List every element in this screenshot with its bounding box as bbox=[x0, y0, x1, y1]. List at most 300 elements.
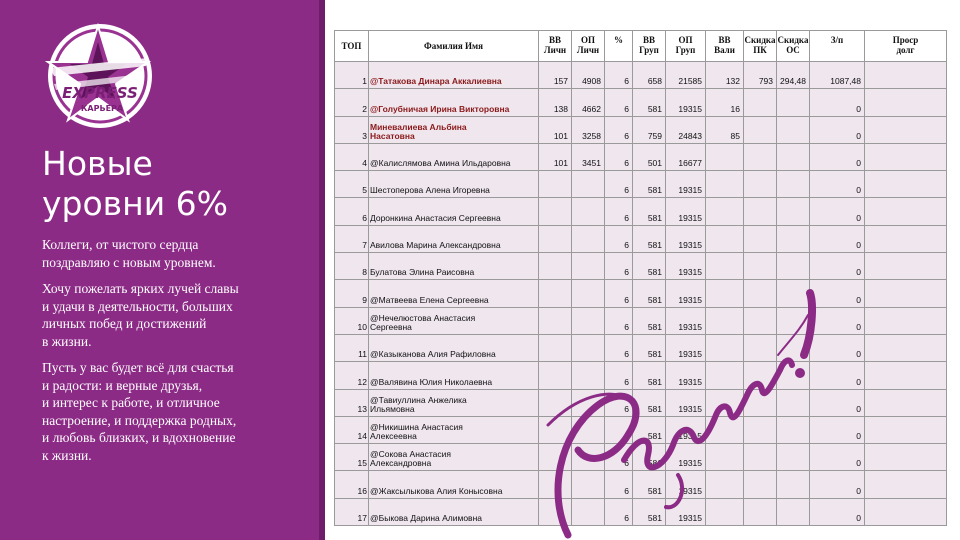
cell-vv-grup: 581 bbox=[633, 334, 666, 361]
cell-vv-grup: 581 bbox=[633, 362, 666, 389]
cell-skidka-os bbox=[777, 498, 810, 525]
cell-prosr bbox=[865, 498, 947, 525]
cell-vv-lich bbox=[539, 389, 572, 416]
cell-zp: 0 bbox=[810, 334, 865, 361]
header-line: ВВ bbox=[642, 35, 655, 45]
cell-vv-lich bbox=[539, 416, 572, 443]
message-line: и удачи в деятельности, больших bbox=[42, 298, 233, 314]
cell-vv-lich bbox=[539, 171, 572, 198]
cell-vv-lich: 138 bbox=[539, 89, 572, 116]
cell-vv-lich bbox=[539, 471, 572, 498]
cell-prosr bbox=[865, 143, 947, 170]
cell-pct: 6 bbox=[605, 116, 633, 143]
cell-name bbox=[369, 307, 539, 334]
cell-vv-grup: 581 bbox=[633, 389, 666, 416]
cell-name-line: @Нечелюстова Анастасия bbox=[370, 312, 476, 323]
cell-pct: 6 bbox=[605, 171, 633, 198]
message-line: Пусть у вас будет всё для счастья bbox=[42, 360, 234, 375]
cell-skidka-os bbox=[777, 389, 810, 416]
cell-prosr bbox=[865, 307, 947, 334]
cell-pct: 6 bbox=[605, 307, 633, 334]
message-paragraph-1 bbox=[42, 236, 312, 271]
message-line: Коллеги, от чистого сердца bbox=[42, 237, 199, 252]
cell-prosr bbox=[865, 62, 947, 89]
table-row bbox=[335, 444, 947, 471]
cell-op-lich bbox=[572, 253, 605, 280]
header-line: ВВ bbox=[548, 35, 561, 45]
cell-vv-grup: 581 bbox=[633, 416, 666, 443]
cell-skidka-os bbox=[777, 171, 810, 198]
table-row bbox=[335, 62, 947, 89]
col-header-vv-vali bbox=[706, 31, 744, 62]
cell-name-line: @Калислямова Амина Ильдаровна bbox=[370, 158, 511, 169]
cell-zp: 1087,48 bbox=[810, 62, 865, 89]
cell-top: 2 bbox=[335, 89, 369, 116]
message-paragraph-3 bbox=[42, 359, 312, 464]
cell-name-line: Шестоперова Алена Игоревна bbox=[370, 185, 490, 196]
cell-name-line: @Голубничая Ирина Викторовна bbox=[370, 103, 510, 114]
cell-skidka-os bbox=[777, 362, 810, 389]
table-row bbox=[335, 362, 947, 389]
cell-name-line: @Валявина Юлия Николаевна bbox=[370, 376, 493, 387]
cell-pct: 6 bbox=[605, 253, 633, 280]
header-line: ВВ bbox=[718, 35, 731, 45]
cell-name-line: Доронкина Анастасия Сергеевна bbox=[370, 212, 501, 223]
cell-name-line: @Татакова Динара Аккалиевна bbox=[370, 76, 502, 87]
cell-op-grup: 19315 bbox=[666, 253, 706, 280]
table-row bbox=[335, 253, 947, 280]
cell-name bbox=[369, 498, 539, 525]
cell-vv-lich bbox=[539, 444, 572, 471]
cell-skidka-pk bbox=[744, 116, 777, 143]
cell-op-grup: 16677 bbox=[666, 143, 706, 170]
cell-skidka-pk bbox=[744, 198, 777, 225]
table-header bbox=[335, 31, 947, 62]
cell-top: 17 bbox=[335, 498, 369, 525]
cell-name bbox=[369, 253, 539, 280]
cell-skidka-pk bbox=[744, 471, 777, 498]
cell-top: 14 bbox=[335, 416, 369, 443]
cell-op-grup: 19315 bbox=[666, 362, 706, 389]
table-row bbox=[335, 471, 947, 498]
cell-op-grup: 19315 bbox=[666, 444, 706, 471]
table-row bbox=[335, 498, 947, 525]
cell-prosr bbox=[865, 253, 947, 280]
cell-name bbox=[369, 171, 539, 198]
cell-op-lich bbox=[572, 334, 605, 361]
cell-op-lich: 4908 bbox=[572, 62, 605, 89]
cell-zp: 0 bbox=[810, 198, 865, 225]
cell-skidka-os bbox=[777, 334, 810, 361]
cell-top: 16 bbox=[335, 471, 369, 498]
cell-name bbox=[369, 334, 539, 361]
cell-pct: 6 bbox=[605, 198, 633, 225]
cell-name-line: Сергеевна bbox=[370, 321, 412, 332]
cell-zp: 0 bbox=[810, 89, 865, 116]
cell-op-grup: 19315 bbox=[666, 171, 706, 198]
cell-op-lich: 4662 bbox=[572, 89, 605, 116]
col-header-top: ТОП bbox=[335, 31, 369, 62]
cell-op-grup: 21585 bbox=[666, 62, 706, 89]
cell-vv-lich bbox=[539, 225, 572, 252]
levels-table-container bbox=[334, 30, 946, 540]
col-header-pct: % bbox=[605, 31, 633, 62]
cell-top: 15 bbox=[335, 444, 369, 471]
cell-prosr bbox=[865, 444, 947, 471]
cell-vv-vali: 16 bbox=[706, 89, 744, 116]
cell-vv-grup: 581 bbox=[633, 498, 666, 525]
message-line: поздравляю с новым уровнем. bbox=[42, 254, 216, 270]
col-header-vv-grup bbox=[633, 31, 666, 62]
header-line: долг bbox=[896, 45, 915, 55]
cell-top: 1 bbox=[335, 62, 369, 89]
cell-top: 13 bbox=[335, 389, 369, 416]
cell-op-grup: 19315 bbox=[666, 89, 706, 116]
cell-prosr bbox=[865, 362, 947, 389]
header-line: Проср bbox=[892, 35, 919, 45]
message-line: и радости: и верные друзья, bbox=[42, 377, 203, 393]
col-header-skidka-os bbox=[777, 31, 810, 62]
cell-prosr bbox=[865, 471, 947, 498]
table-row bbox=[335, 280, 947, 307]
cell-name bbox=[369, 444, 539, 471]
cell-vv-grup: 581 bbox=[633, 253, 666, 280]
message-line: и любовь близких, и вдохновение bbox=[42, 430, 236, 445]
col-header-zp: З/п bbox=[810, 31, 865, 62]
table-row bbox=[335, 307, 947, 334]
cell-skidka-pk bbox=[744, 416, 777, 443]
cell-prosr bbox=[865, 116, 947, 143]
cell-pct: 6 bbox=[605, 498, 633, 525]
cell-skidka-os bbox=[777, 225, 810, 252]
cell-op-lich bbox=[572, 444, 605, 471]
cell-pct: 6 bbox=[605, 444, 633, 471]
cell-zp: 0 bbox=[810, 280, 865, 307]
cell-zp: 0 bbox=[810, 498, 865, 525]
cell-op-grup: 19315 bbox=[666, 198, 706, 225]
cell-op-lich bbox=[572, 471, 605, 498]
cell-skidka-os bbox=[777, 307, 810, 334]
cell-vv-lich bbox=[539, 498, 572, 525]
title-line-2: уровни 6% bbox=[42, 184, 228, 223]
cell-vv-vali bbox=[706, 416, 744, 443]
cell-op-lich bbox=[572, 416, 605, 443]
header-line: ОП bbox=[580, 35, 595, 45]
express-logo bbox=[30, 18, 170, 130]
cell-skidka-os bbox=[777, 116, 810, 143]
cell-name bbox=[369, 225, 539, 252]
cell-top: 4 bbox=[335, 143, 369, 170]
cell-name bbox=[369, 416, 539, 443]
cell-op-grup: 19315 bbox=[666, 389, 706, 416]
cell-top: 5 bbox=[335, 171, 369, 198]
cell-name-line: @Казыканова Алия Рафиловна bbox=[370, 349, 496, 360]
cell-vv-vali bbox=[706, 253, 744, 280]
cell-vv-vali bbox=[706, 307, 744, 334]
cell-skidka-pk bbox=[744, 143, 777, 170]
cell-op-lich bbox=[572, 171, 605, 198]
cell-vv-lich bbox=[539, 253, 572, 280]
cell-name-line: Булатова Элина Раисовна bbox=[370, 267, 475, 278]
cell-skidka-pk bbox=[744, 444, 777, 471]
cell-vv-grup: 581 bbox=[633, 225, 666, 252]
cell-op-lich: 3451 bbox=[572, 143, 605, 170]
message-paragraph-2 bbox=[42, 280, 312, 350]
cell-pct: 6 bbox=[605, 334, 633, 361]
cell-vv-lich bbox=[539, 362, 572, 389]
cell-op-lich: 3258 bbox=[572, 116, 605, 143]
cell-pct: 6 bbox=[605, 62, 633, 89]
table-body bbox=[335, 62, 947, 526]
col-header-skidka-pk bbox=[744, 31, 777, 62]
cell-top: 9 bbox=[335, 280, 369, 307]
cell-skidka-pk bbox=[744, 225, 777, 252]
cell-name-line: Авилова Марина Александровна bbox=[370, 240, 501, 251]
cell-skidka-pk bbox=[744, 280, 777, 307]
page-title bbox=[42, 144, 302, 224]
message-line: личных побед и достижений bbox=[42, 316, 207, 331]
cell-vv-vali bbox=[706, 198, 744, 225]
cell-pct: 6 bbox=[605, 416, 633, 443]
header-line: ПК bbox=[753, 45, 767, 55]
header-line: Груп bbox=[675, 45, 696, 55]
cell-prosr bbox=[865, 334, 947, 361]
cell-skidka-pk bbox=[744, 389, 777, 416]
cell-vv-lich: 157 bbox=[539, 62, 572, 89]
cell-top: 7 bbox=[335, 225, 369, 252]
cell-vv-vali bbox=[706, 389, 744, 416]
cell-pct: 6 bbox=[605, 143, 633, 170]
cell-skidka-os bbox=[777, 444, 810, 471]
cell-skidka-os bbox=[777, 143, 810, 170]
cell-name bbox=[369, 116, 539, 143]
cell-vv-grup: 581 bbox=[633, 307, 666, 334]
cell-vv-vali bbox=[706, 444, 744, 471]
cell-op-grup: 19315 bbox=[666, 225, 706, 252]
cell-skidka-pk: 793 bbox=[744, 62, 777, 89]
cell-skidka-os bbox=[777, 471, 810, 498]
message-line: и интерес к работе, и отличное bbox=[42, 395, 220, 410]
cell-pct: 6 bbox=[605, 389, 633, 416]
levels-table bbox=[334, 30, 947, 526]
cell-vv-vali bbox=[706, 280, 744, 307]
cell-vv-vali bbox=[706, 471, 744, 498]
cell-name-line: @Никишина Анастасия bbox=[370, 422, 463, 433]
cell-vv-grup: 581 bbox=[633, 171, 666, 198]
cell-vv-grup: 759 bbox=[633, 116, 666, 143]
cell-vv-vali bbox=[706, 362, 744, 389]
cell-op-grup: 19315 bbox=[666, 471, 706, 498]
table-row bbox=[335, 116, 947, 143]
col-header-name: Фамилия Имя bbox=[369, 31, 539, 62]
cell-top: 10 bbox=[335, 307, 369, 334]
cell-zp: 0 bbox=[810, 116, 865, 143]
cell-zp: 0 bbox=[810, 389, 865, 416]
col-header-op-lich bbox=[572, 31, 605, 62]
cell-vv-grup: 581 bbox=[633, 471, 666, 498]
header-line: Скидка bbox=[744, 35, 776, 45]
table-row bbox=[335, 225, 947, 252]
cell-zp: 0 bbox=[810, 416, 865, 443]
cell-op-grup: 24843 bbox=[666, 116, 706, 143]
cell-skidka-pk bbox=[744, 253, 777, 280]
cell-name-line: Алексеевна bbox=[370, 431, 417, 442]
message-line: к жизни. bbox=[42, 447, 92, 463]
cell-name bbox=[369, 362, 539, 389]
cell-name-line: @Матвеева Елена Сергеевна bbox=[370, 294, 489, 305]
cell-zp: 0 bbox=[810, 143, 865, 170]
cell-skidka-os bbox=[777, 416, 810, 443]
cell-skidka-os bbox=[777, 89, 810, 116]
cell-pct: 6 bbox=[605, 362, 633, 389]
cell-zp: 0 bbox=[810, 362, 865, 389]
table-row bbox=[335, 89, 947, 116]
cell-prosr bbox=[865, 225, 947, 252]
table-header-row bbox=[335, 31, 947, 62]
table-row bbox=[335, 143, 947, 170]
header-line: Груп bbox=[639, 45, 659, 55]
cell-zp: 0 bbox=[810, 471, 865, 498]
message-line: Хочу пожелать ярких лучей славы bbox=[42, 281, 239, 296]
cell-name-line: Миневалиева Альбина bbox=[370, 121, 467, 132]
cell-top: 12 bbox=[335, 362, 369, 389]
cell-prosr bbox=[865, 89, 947, 116]
cell-vv-grup: 501 bbox=[633, 143, 666, 170]
cell-vv-grup: 581 bbox=[633, 444, 666, 471]
col-header-op-grup bbox=[666, 31, 706, 62]
cell-zp: 0 bbox=[810, 171, 865, 198]
cell-skidka-os bbox=[777, 253, 810, 280]
cell-prosr bbox=[865, 416, 947, 443]
cell-top: 3 bbox=[335, 116, 369, 143]
cell-prosr bbox=[865, 389, 947, 416]
header-line: ОП bbox=[678, 35, 693, 45]
cell-skidka-pk bbox=[744, 89, 777, 116]
cell-name-line: @Быкова Дарина Алимовна bbox=[370, 513, 482, 524]
title-line-1: Новые bbox=[42, 144, 153, 183]
cell-top: 11 bbox=[335, 334, 369, 361]
col-header-vv-lich bbox=[539, 31, 572, 62]
col-header-prosr bbox=[865, 31, 947, 62]
cell-prosr bbox=[865, 198, 947, 225]
cell-name-line: @Сокова Анастасия bbox=[370, 449, 452, 460]
cell-pct: 6 bbox=[605, 89, 633, 116]
cell-vv-vali bbox=[706, 498, 744, 525]
cell-name-line: Ильямовна bbox=[370, 403, 415, 414]
cell-skidka-pk bbox=[744, 498, 777, 525]
cell-name-line: Александровна bbox=[370, 458, 432, 469]
cell-vv-vali: 132 bbox=[706, 62, 744, 89]
cell-skidka-os bbox=[777, 198, 810, 225]
cell-vv-vali bbox=[706, 143, 744, 170]
panel-divider bbox=[319, 0, 325, 540]
cell-name bbox=[369, 62, 539, 89]
header-line: Вали bbox=[714, 45, 735, 55]
cell-pct: 6 bbox=[605, 280, 633, 307]
table-row bbox=[335, 334, 947, 361]
congratulation-message bbox=[42, 236, 312, 473]
cell-name bbox=[369, 89, 539, 116]
table-row bbox=[335, 198, 947, 225]
cell-op-lich bbox=[572, 307, 605, 334]
cell-op-lich bbox=[572, 198, 605, 225]
message-line: настроение, и поддержка родных, bbox=[42, 412, 237, 428]
cell-name-line: @Тавиуллина Анжелика bbox=[370, 394, 467, 405]
cell-vv-grup: 581 bbox=[633, 280, 666, 307]
cell-vv-lich bbox=[539, 334, 572, 361]
cell-skidka-pk bbox=[744, 334, 777, 361]
table-row bbox=[335, 389, 947, 416]
cell-zp: 0 bbox=[810, 225, 865, 252]
cell-skidka-pk bbox=[744, 307, 777, 334]
cell-op-grup: 19315 bbox=[666, 334, 706, 361]
cell-pct: 6 bbox=[605, 225, 633, 252]
cell-name bbox=[369, 198, 539, 225]
cell-vv-vali bbox=[706, 171, 744, 198]
message-line: в жизни. bbox=[42, 333, 92, 349]
table-row bbox=[335, 416, 947, 443]
cell-name bbox=[369, 143, 539, 170]
cell-skidka-os bbox=[777, 280, 810, 307]
cell-vv-grup: 581 bbox=[633, 89, 666, 116]
header-line: ОС bbox=[786, 45, 800, 55]
cell-vv-lich bbox=[539, 198, 572, 225]
cell-op-grup: 19315 bbox=[666, 280, 706, 307]
cell-skidka-os: 294,48 bbox=[777, 62, 810, 89]
cell-zp: 0 bbox=[810, 307, 865, 334]
cell-op-grup: 19315 bbox=[666, 307, 706, 334]
cell-zp: 0 bbox=[810, 253, 865, 280]
cell-name bbox=[369, 389, 539, 416]
header-line: Скидка bbox=[777, 35, 809, 45]
table-row bbox=[335, 171, 947, 198]
cell-vv-lich bbox=[539, 280, 572, 307]
cell-top: 8 bbox=[335, 253, 369, 280]
cell-vv-vali bbox=[706, 334, 744, 361]
cell-op-lich bbox=[572, 389, 605, 416]
cell-name bbox=[369, 471, 539, 498]
logo-brand-text: EXPRESS bbox=[62, 84, 138, 102]
cell-vv-vali: 85 bbox=[706, 116, 744, 143]
cell-vv-grup: 658 bbox=[633, 62, 666, 89]
cell-name bbox=[369, 280, 539, 307]
cell-op-lich bbox=[572, 498, 605, 525]
cell-prosr bbox=[865, 171, 947, 198]
cell-op-lich bbox=[572, 225, 605, 252]
header-line: Личн bbox=[576, 45, 600, 55]
cell-prosr bbox=[865, 280, 947, 307]
cell-vv-grup: 581 bbox=[633, 198, 666, 225]
logo-subtitle-text: КАРЬЕРА bbox=[80, 104, 124, 113]
cell-op-lich bbox=[572, 362, 605, 389]
cell-op-grup: 19315 bbox=[666, 498, 706, 525]
cell-vv-vali bbox=[706, 225, 744, 252]
cell-pct: 6 bbox=[605, 471, 633, 498]
cell-top: 6 bbox=[335, 198, 369, 225]
cell-zp: 0 bbox=[810, 444, 865, 471]
cell-name-line: Насатовна bbox=[370, 130, 415, 141]
cell-skidka-pk bbox=[744, 171, 777, 198]
cell-name-line: @Жаксылыкова Алия Конысовна bbox=[370, 485, 503, 496]
cell-vv-lich: 101 bbox=[539, 143, 572, 170]
cell-skidka-pk bbox=[744, 362, 777, 389]
cell-vv-lich bbox=[539, 307, 572, 334]
cell-op-lich bbox=[572, 280, 605, 307]
express-star-logo-icon bbox=[30, 18, 170, 130]
cell-op-grup: 19315 bbox=[666, 416, 706, 443]
header-line: Личн bbox=[543, 45, 567, 55]
cell-vv-lich: 101 bbox=[539, 116, 572, 143]
